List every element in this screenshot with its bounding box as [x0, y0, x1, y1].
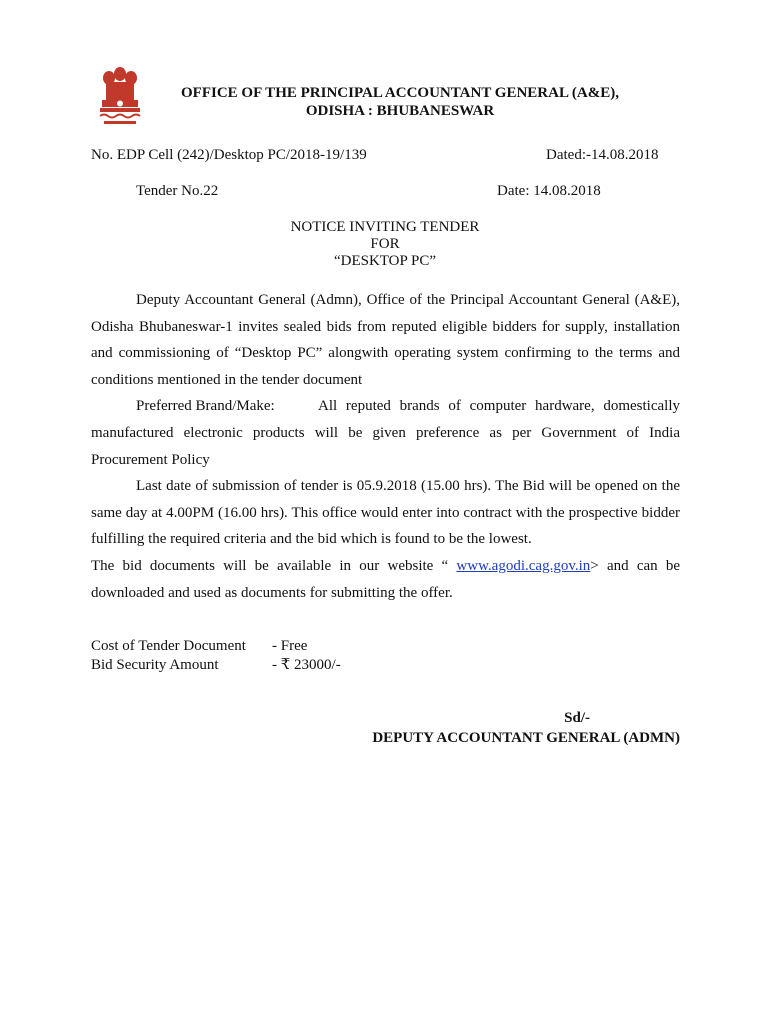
notice-title-line3: “DESKTOP PC” — [333, 253, 437, 269]
website-prefix: The bid documents will be available in our website “ — [91, 557, 457, 574]
signature-sd: Sd/- — [564, 710, 590, 726]
preferred-brand-text: All reputed brands of computer hardware, domestically manufactured electronic products will be given preference as per Government of India Procurement Policy — [91, 398, 680, 468]
website-paragraph — [91, 553, 680, 606]
preferred-brand-paragraph — [91, 393, 680, 473]
cost-label: Cost of Tender Document — [91, 638, 246, 654]
cost-value: - ₹ 23000/- — [272, 657, 341, 673]
submission-paragraph: Last date of submission of tender is 05.9.2018 (15.00 hrs). The Bid will be opened on the same day at 4.00PM (16.00 hrs). This office would enter into contract with the prospective bidder fulfilling the required criteria and the bid which is found to be the lowest. — [91, 478, 680, 548]
cost-details — [91, 637, 341, 675]
national-emblem-icon — [94, 64, 146, 130]
notice-body — [91, 287, 680, 606]
tender-number: Tender No.22 — [136, 183, 219, 199]
invitation-paragraph: Deputy Accountant General (Admn), Office of the Principal Accountant General (A&E), Odisha Bhubaneswar-1 invites sealed bids from reputed eligible bidders for supply, installation and commissioning of “Desktop PC” alongwith operating system confirming to the terms and conditions mentioned in the tender document — [91, 292, 680, 388]
reference-date: Dated:-14.08.2018 — [546, 147, 659, 163]
notice-title — [240, 219, 530, 270]
cost-label: Bid Security Amount — [91, 657, 219, 673]
notice-title-line1: NOTICE INVITING TENDER — [290, 219, 480, 235]
signature-block — [366, 708, 680, 748]
reference-number: No. EDP Cell (242)/Desktop PC/2018-19/139 — [91, 147, 367, 163]
office-header — [180, 84, 620, 120]
cost-row — [91, 656, 341, 675]
office-title: OFFICE OF THE PRINCIPAL ACCOUNTANT GENERAL (A&E), — [181, 85, 619, 101]
cost-row — [91, 637, 341, 656]
notice-title-line2: FOR — [370, 236, 400, 252]
preferred-brand-label: Preferred Brand/Make: — [136, 398, 275, 415]
website-suffix: > and can be downloaded and used as documents for submitting the offer. — [91, 557, 681, 601]
cost-value: - Free — [272, 638, 308, 654]
tender-date: Date: 14.08.2018 — [497, 183, 601, 199]
office-location: ODISHA : BHUBANESWAR — [305, 103, 495, 119]
signatory-designation: DEPUTY ACCOUNTANT GENERAL (ADMN) — [372, 730, 680, 746]
website-link[interactable]: www.agodi.cag.gov.in — [456, 557, 591, 574]
